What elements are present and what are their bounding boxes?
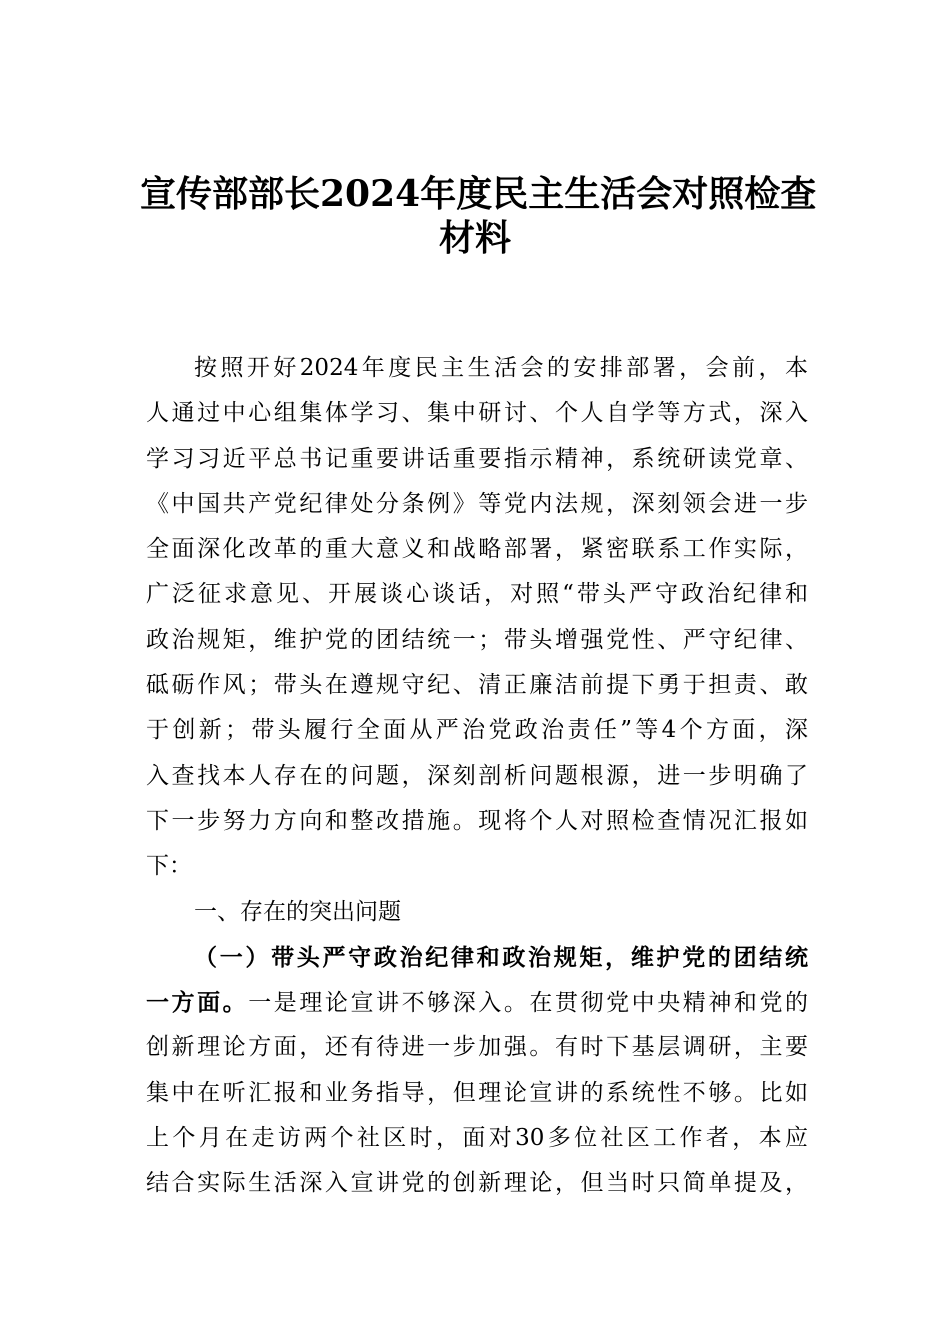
intro-line: 砥砺作风；带头在遵规守纪、清正廉洁前提下勇于担责、敢 <box>146 672 808 699</box>
document-title-line-1: 宣传部部长2024年度民主生活会对照检查 <box>140 173 817 215</box>
body-line: 结合实际生活深入宣讲党的创新理论，但当时只简单提及， <box>146 1170 808 1197</box>
intro-line: 入查找本人存在的问题，深刻剖析问题根源，进一步明确了 <box>146 762 808 789</box>
intro-line: 下一步努力方向和整改措施。现将个人对照检查情况汇报如 <box>146 807 808 834</box>
subsection-text: 一是理论宣讲不够深入。在贯彻党中央精神和党的 <box>248 990 808 1017</box>
intro-line: 学习习近平总书记重要讲话重要指示精神，系统研读党章、 <box>146 445 808 472</box>
body-line: 创新理论方面，还有待进一步加强。有时下基层调研，主要 <box>146 1034 808 1061</box>
intro-line: 全面深化改革的重大意义和战略部署，紧密联系工作实际， <box>146 536 808 563</box>
intro-line: 《中国共产党纪律处分条例》等党内法规，深刻领会进一步 <box>146 490 808 517</box>
intro-line: 于创新；带头履行全面从严治党政治责任”等4个方面，深 <box>146 717 808 744</box>
subsection-heading-end: 一方面。 <box>146 989 249 1017</box>
section-heading: 一、存在的突出问题 <box>194 898 401 925</box>
subsection-line <box>146 980 808 1025</box>
document-title-line-2: 材料 <box>438 217 511 259</box>
intro-line: 按照开好2024年度民主生活会的安排部署，会前，本 <box>194 355 808 381</box>
intro-line: 政治规矩，维护党的团结统一；带头增强党性、严守纪律、 <box>146 626 808 653</box>
intro-line: 下： <box>146 853 192 880</box>
document-body <box>146 346 808 1207</box>
body-line: 上个月在走访两个社区时，面对30多位社区工作者，本应 <box>146 1125 808 1152</box>
body-line: 集中在听汇报和业务指导，但理论宣讲的系统性不够。比如 <box>146 1079 808 1106</box>
intro-line: 人通过中心组集体学习、集中研讨、个人自学等方式，深入 <box>146 400 808 427</box>
intro-line: 广泛征求意见、开展谈心谈话，对照“带头严守政治纪律和 <box>146 581 808 608</box>
subsection-heading: （一）带头严守政治纪律和政治规矩，维护党的团结统 <box>194 943 808 971</box>
